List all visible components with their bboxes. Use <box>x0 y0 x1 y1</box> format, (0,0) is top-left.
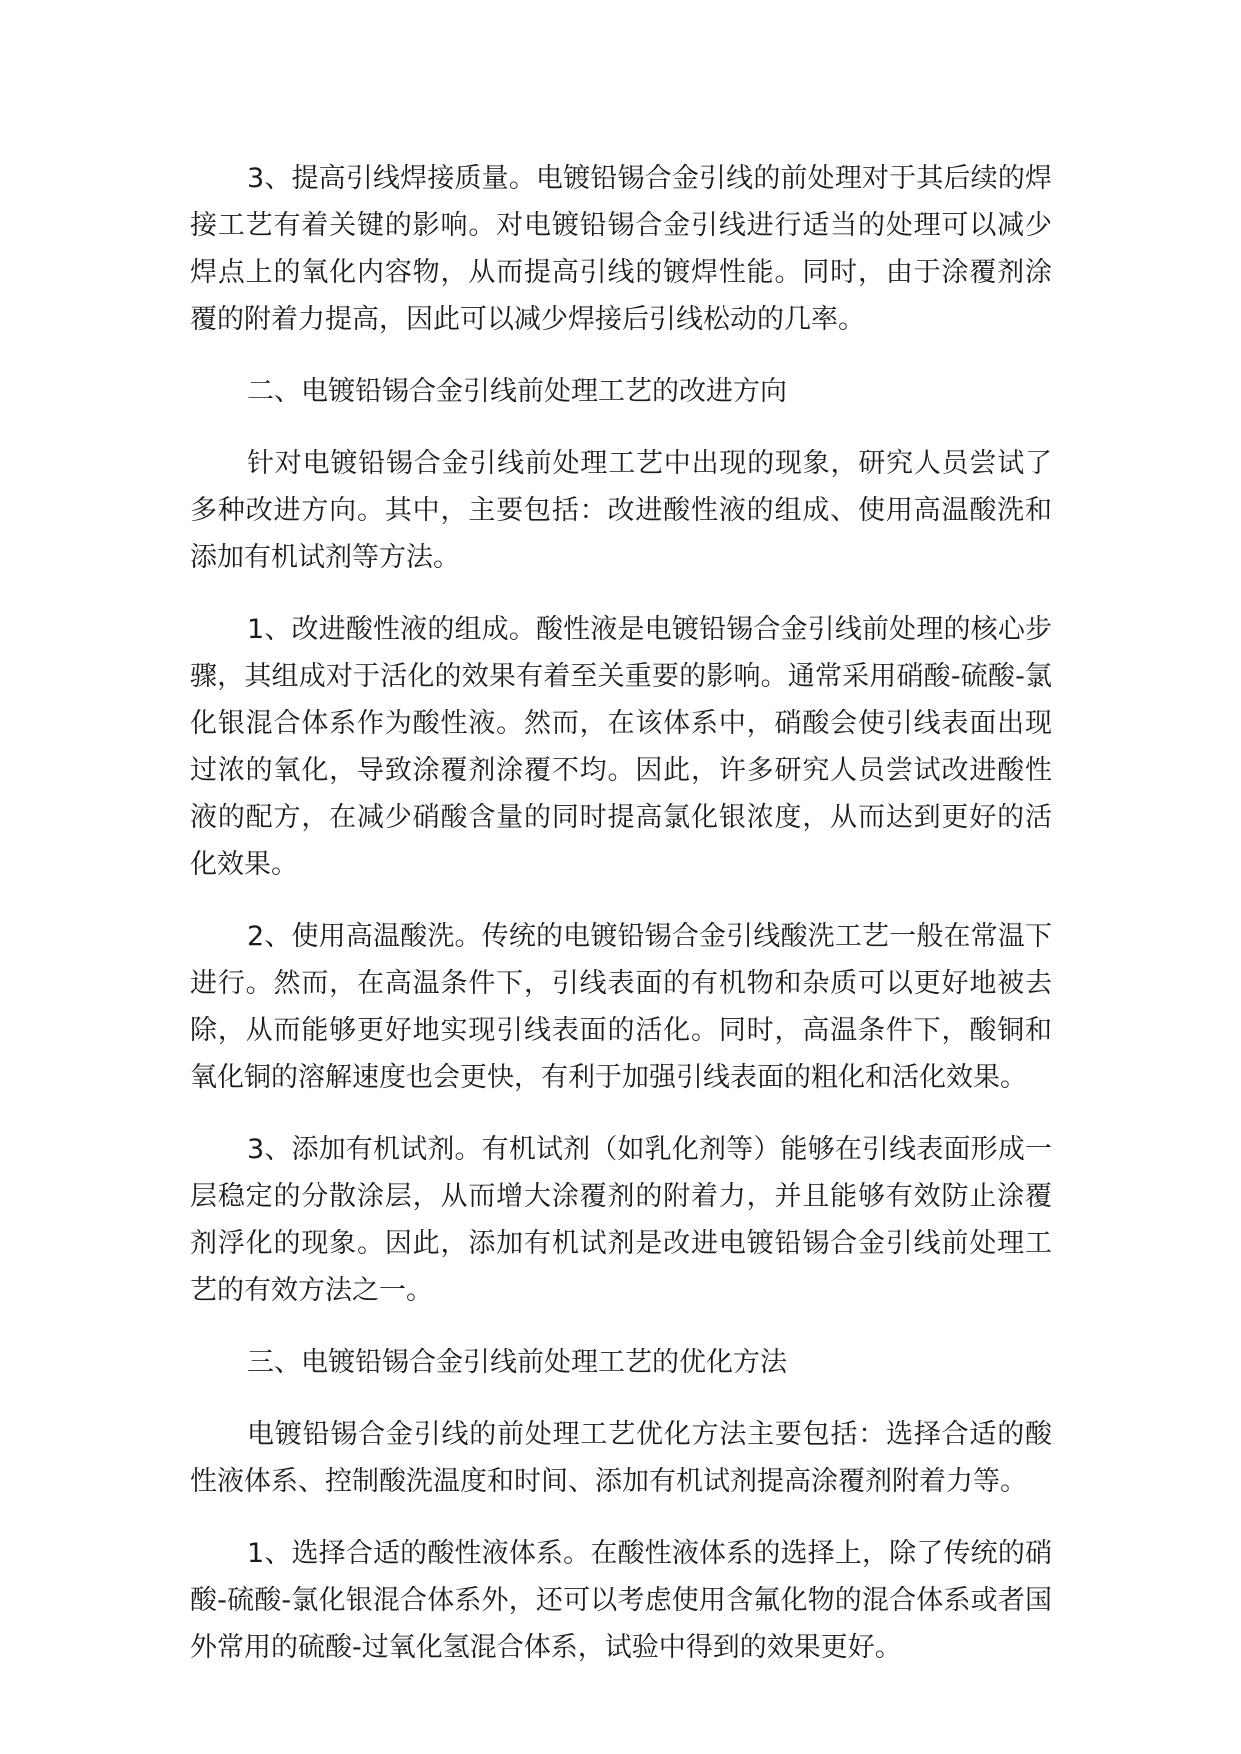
paragraph-weld-quality: 3、提高引线焊接质量。电镀铅锡合金引线的前处理对于其后续的焊接工艺有着关键的影响。对电镀铅锡合金引线进行适当的处理可以减少焊点上的氧化内容物，从而提高引线的镀焊性能。同时，由于涂覆剂涂覆的附着力提高，因此可以减少焊接后引线松动的几率。 <box>190 163 1052 335</box>
section-heading-improvement-directions: 二、电镀铅锡合金引线前处理工艺的改进方向 <box>247 376 787 407</box>
paragraph-organic-reagents: 3、添加有机试剂。有机试剂（如乳化剂等）能够在引线表面形成一层稳定的分散涂层，从而增大涂覆剂的附着力，并且能够有效防止涂覆剂浮化的现象。因此，添加有机试剂是改进电镀铅锡合金引线前处理工艺的有效方法之一。 <box>190 1134 1052 1306</box>
paragraph-acid-system-selection: 1、选择合适的酸性液体系。在酸性液体系的选择上，除了传统的硝酸-硫酸-氯化银混合体系外，还可以考虑使用含氟化物的混合体系或者国外常用的硫酸-过氧化氢混合体系，试验中得到的效果更好。 <box>190 1538 1052 1663</box>
document-body <box>190 155 1052 1696</box>
paragraph-high-temp-pickling: 2、使用高温酸洗。传统的电镀铅锡合金引线酸洗工艺一般在常温下进行。然而，在高温条件下，引线表面的有机物和杂质可以更好地被去除，从而能够更好地实现引线表面的活化。同时，高温条件下，酸铜和氧化铜的溶解速度也会更快，有利于加强引线表面的粗化和活化效果。 <box>190 921 1052 1093</box>
paragraph-optimization-overview: 电镀铅锡合金引线的前处理工艺优化方法主要包括：选择合适的酸性液体系、控制酸洗温度和时间、添加有机试剂提高涂覆剂附着力等。 <box>190 1419 1052 1497</box>
paragraph-improvement-overview: 针对电镀铅锡合金引线前处理工艺中出现的现象，研究人员尝试了多种改进方向。其中，主要包括：改进酸性液的组成、使用高温酸洗和添加有机试剂等方法。 <box>190 448 1052 573</box>
paragraph-acid-composition: 1、改进酸性液的组成。酸性液是电镀铅锡合金引线前处理的核心步骤，其组成对于活化的效果有着至关重要的影响。通常采用硝酸-硫酸-氯化银混合体系作为酸性液。然而，在该体系中，硝酸会使引线表面出现过浓的氧化，导致涂覆剂涂覆不均。因此，许多研究人员尝试改进酸性液的配方，在减少硝酸含量的同时提高氯化银浓度，从而达到更好的活化效果。 <box>190 614 1052 880</box>
section-heading-optimization-methods: 三、电镀铅锡合金引线前处理工艺的优化方法 <box>247 1347 787 1378</box>
